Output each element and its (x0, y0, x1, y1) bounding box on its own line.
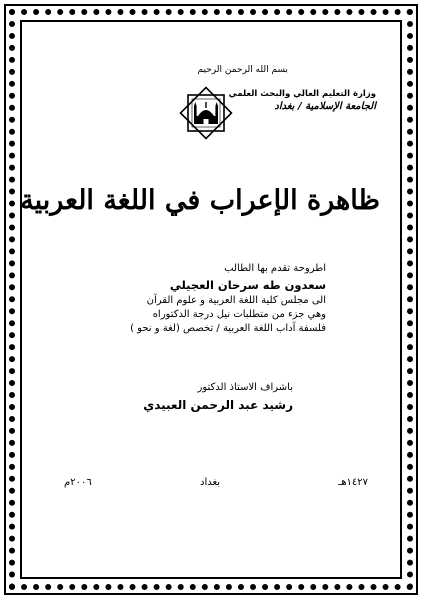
submission-council: الى مجلس كلية اللغة العربية و علوم القرآن (146, 295, 326, 306)
student-name: سعدون طه سرحان العجيلي (169, 278, 326, 292)
city: بغداد (200, 477, 221, 488)
supervision-block (143, 381, 293, 415)
submission-requirement: وهي جزء من متطلبات نيل درجة الدكتوراه (152, 309, 326, 320)
university-name: الجامعة الإسلامية / بغداد (274, 101, 376, 112)
submission-block (130, 262, 326, 336)
mosque-emblem-icon (175, 82, 237, 144)
submission-field: فلسفة آداب اللغة العربية / تخصص (لغة و نحو ) (130, 323, 326, 334)
institution-block (229, 88, 376, 114)
supervisor-name: رشيد عبد الرحمن العبيدي (143, 398, 293, 412)
gregorian-year: ٢٠٠٦م (64, 477, 92, 488)
submission-intro: اطروحة تقدم بها الطالب (224, 263, 326, 274)
supervision-intro: باشراف الاستاذ الدكتور (197, 382, 293, 393)
thesis-title: ظاهرة الإعراب في اللغة العربية (20, 185, 380, 216)
hijri-year: ١٤٢٧هـ (338, 477, 368, 488)
ministry-name: وزارة التعليم العالي والبحث العلمي (228, 89, 376, 99)
basmala: بسم الله الرحمن الرحيم (197, 65, 288, 75)
